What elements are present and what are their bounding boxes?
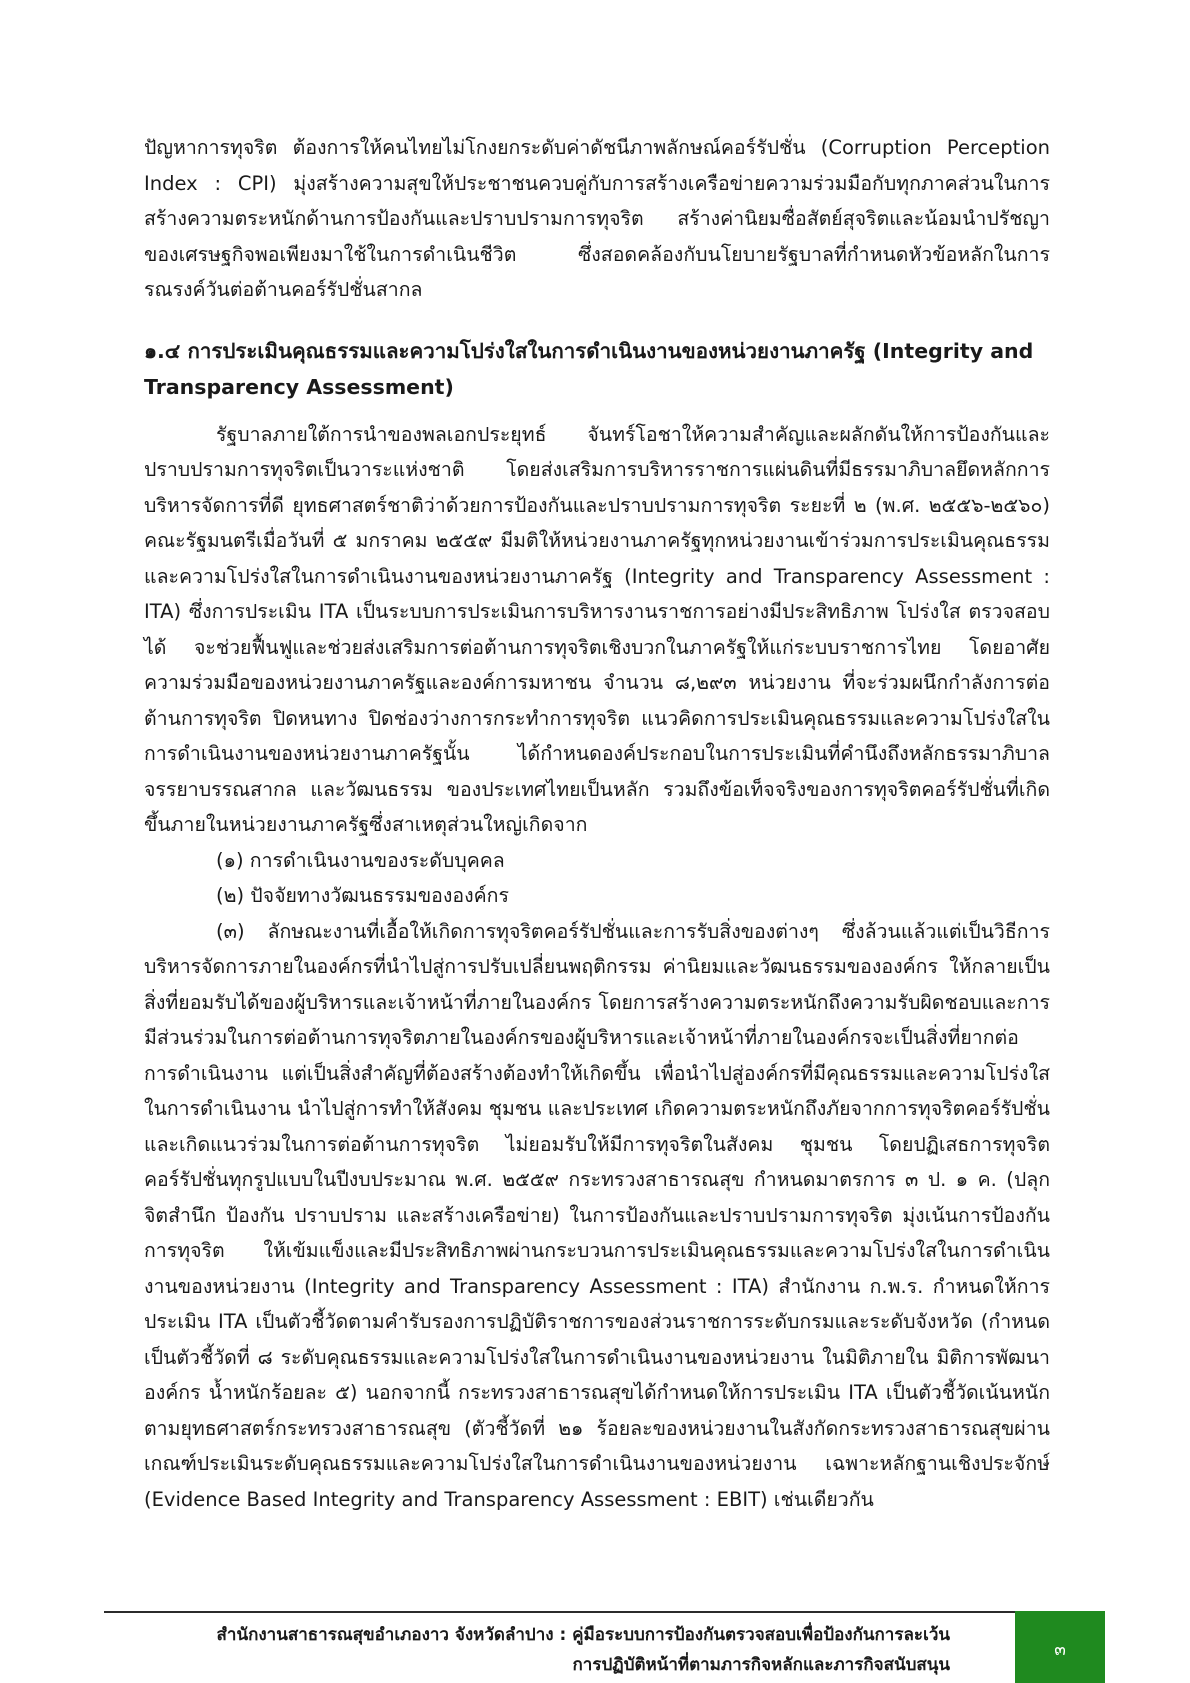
list-item-1: (๑) การดำเนินงานของระดับบุคคล xyxy=(216,848,505,872)
page-number: ๓ xyxy=(1054,1640,1066,1660)
body-paragraph-1: รัฐบาลภายใต้การนำของพลเอกประยุทธ์ จันทร์โอชาให้ความสำคัญและผลักดันให้การป้องกันและปราบปรามการทุจริตเป็นวาระแห่งชาติ โดยส่งเสริมการบริหารราชการแผ่นดินที่มีธรรมาภิบาลยึดหลักการบริหารจัดการที่ดี ยุทธศาสตร์ชาติว่าด้วยการป้องกันและปราบปรามการทุจริต ระยะที่ ๒ (พ.ศ. ๒๕๕๖-๒๕๖๐) คณะรัฐมนตรีเมื่อวันที่ ๕ มกราคม ๒๕๕๙ มีมติให้หน่วยงานภาครัฐทุกหน่วยงานเข้าร่วมการประเมินคุณธรรมและความโปร่งใสในการดำเนินงานของหน่วยงานภาครัฐ (Integrity and Transparency Assessment : ITA) ซึ่งการประเมิน ITA เป็นระบบการประเมินการบริหารงานราชการอย่างมีประสิทธิภาพ โปร่งใส ตรวจสอบได้ จะช่วยฟื้นฟูและช่วยส่งเสริมการต่อต้านการทุจริตเชิงบวกในภาครัฐให้แก่ระบบราชการไทย โดยอาศัยความร่วมมือของหน่วยงานภาครัฐและองค์การมหาชน จำนวน ๘,๒๙๓ หน่วยงาน ที่จะร่วมผนึกกำลังการต่อต้านการทุจริต ปิดหนทาง ปิดช่องว่างการกระทำการทุจริต แนวคิดการประเมินคุณธรรมและความโปร่งใสในการดำเนินงานของหน่วยงานภาครัฐนั้น ได้กำหนดองค์ประกอบในการประเมินที่คำนึงถึงหลักธรรมาภิบาล จรรยาบรรณสากล และวัฒนธรรม ของประเทศไทยเป็นหลัก รวมถึงข้อเท็จจริงของการทุจริตคอร์รัปชั่นที่เกิดขึ้นภายในหน่วยงานภาครัฐซึ่งสาเหตุส่วนใหญ่เกิดจาก xyxy=(144,422,1050,836)
body-paragraph-2: (๓) ลักษณะงานที่เอื้อให้เกิดการทุจริตคอร์รัปชั่นและการรับสิ่งของต่างๆ ซึ่งล้วนแล้วแต่เป็นวิธีการบริหารจัดการภายในองค์กรที่นำไปสู่การปรับเปลี่ยนพฤติกรรม ค่านิยมและวัฒนธรรมขององค์กร ให้กลายเป็นสิ่งที่ยอมรับได้ของผู้บริหารและเจ้าหน้าที่ภายในองค์กร โดยการสร้างความตระหนักถึงความรับผิดชอบและการมีส่วนร่วมในการต่อต้านการทุจริตภายในองค์กรของผู้บริหารและเจ้าหน้าที่ภายในองค์กรจะเป็นสิ่งที่ยากต่อการดำเนินงาน แต่เป็นสิ่งสำคัญที่ต้องสร้างต้องทำให้เกิดขึ้น เพื่อนำไปสู่องค์กรที่มีคุณธรรมและความโปร่งใสในการดำเนินงาน นำไปสู่การทำให้สังคม ชุมชน และประเทศ เกิดความตระหนักถึงภัยจากการทุจริตคอร์รัปชั่น และเกิดแนวร่วมในการต่อต้านการทุจริต ไม่ยอมรับให้มีการทุจริตในสังคม ชุมชน โดยปฏิเสธการทุจริตคอร์รัปชั่นทุกรูปแบบในปีงบประมาณ พ.ศ. ๒๕๕๙ กระทรวงสาธารณสุข กำหนดมาตรการ ๓ ป. ๑ ค. (ปลุกจิตสำนึก ป้องกัน ปราบปราม และสร้างเครือข่าย) ในการป้องกันและปราบปรามการทุจริต มุ่งเน้นการป้องกันการทุจริต ให้เข้มแข็งและมีประสิทธิภาพผ่านกระบวนการประเมินคุณธรรมและความโปร่งใสในการดำเนินงานของหน่วยงาน (Integrity and Transparency Assessment : ITA) สำนักงาน ก.พ.ร. กำหนดให้การประเมิน ITA เป็นตัวชี้วัดตามคำรับรองการปฏิบัติราชการของส่วนราชการระดับกรมและระดับจังหวัด (กำหนดเป็นตัวชี้วัดที่ ๘ ระดับคุณธรรมและความโปร่งใสในการดำเนินงานของหน่วยงาน ในมิติภายใน มิติการพัฒนาองค์กร น้ำหนักร้อยละ ๕) นอกจากนี้ กระทรวงสาธารณสุขได้กำหนดให้การประเมิน ITA เป็นตัวชี้วัดเน้นหนักตามยุทธศาสตร์กระทรวงสาธารณสุข (ตัวชี้วัดที่ ๒๑ ร้อยละของหน่วยงานในสังกัดกระทรวงสาธารณสุขผ่านเกณฑ์ประเมินระดับคุณธรรมและความโปร่งใสในการดำเนินงานของหน่วยงาน เฉพาะหลักฐานเชิงประจักษ์ (Evidence Based Integrity and Transparency Assessment : EBIT) เช่นเดียวกัน xyxy=(144,919,1050,1511)
footer-line-1: สำนักงานสาธารณสุขอำเภองาว จังหวัดลำปาง : คู่มือระบบการป้องกันตรวจสอบเพื่อป้องกันการละเว้น xyxy=(216,1625,950,1645)
list-item-2: (๒) ปัจจัยทางวัฒนธรรมขององค์กร xyxy=(216,884,509,907)
footer xyxy=(140,1620,960,1680)
footer-divider xyxy=(104,1611,1104,1613)
intro-paragraph: ปัญหาการทุจริต ต้องการให้คนไทยไม่โกงยกระดับค่าดัชนีภาพลักษณ์คอร์รัปชั่น (Corruption Perception Index : CPI) มุ่งสร้างความสุขให้ประชาชนควบคู่กับการสร้างเครือข่ายความร่วมมือกับทุกภาคส่วนในการสร้างความตระหนักด้านการป้องกันและปราบปรามการทุจริต สร้างค่านิยมซื่อสัตย์สุจริตและน้อมนำปรัชญาของเศรษฐกิจพอเพียงมาใช้ในการดำเนินชีวิต ซึ่งสอดคล้องกับนโยบายรัฐบาลที่กำหนดหัวข้อหลักในการรณรงค์วันต่อต้านคอร์รัปชั่นสากล xyxy=(144,136,1050,301)
document-body xyxy=(144,130,1050,1517)
page-number-badge xyxy=(1015,1611,1105,1683)
footer-line-2: การปฏิบัติหน้าที่ตามภารกิจหลักและภารกิจสนับสนุน xyxy=(572,1655,950,1675)
section-heading: ๑.๔ การประเมินคุณธรรมและความโปร่งใสในการดำเนินงานของหน่วยงานภาครัฐ (Integrity and Transparency Assessment) xyxy=(144,338,1034,399)
